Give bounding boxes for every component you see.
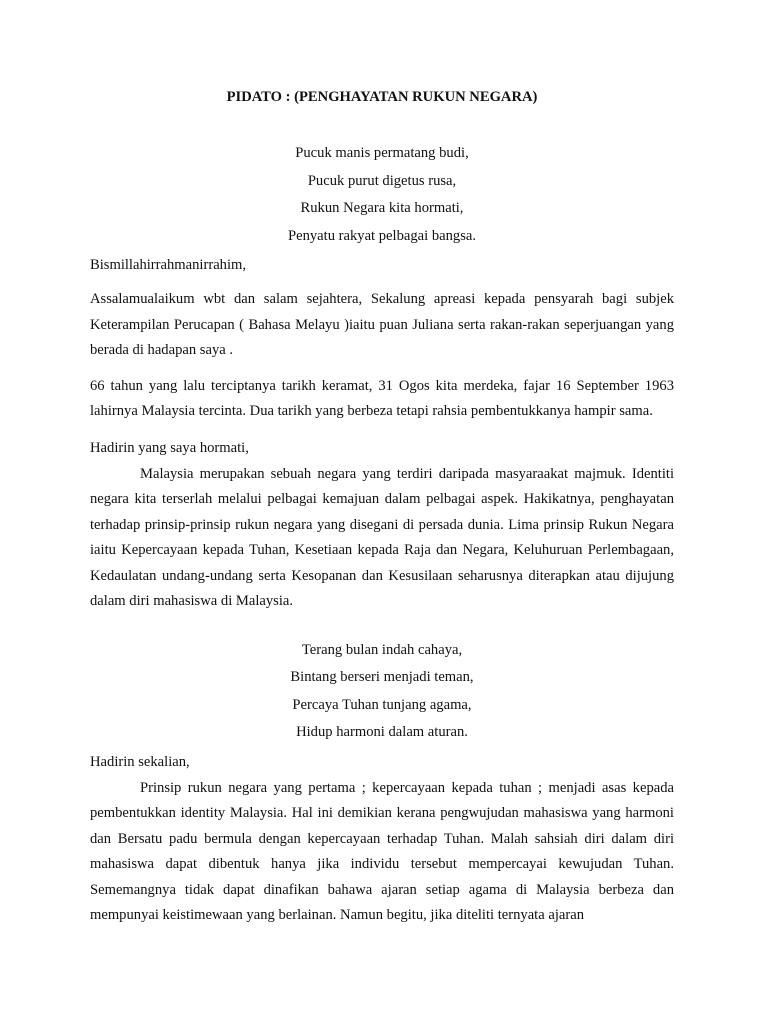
document-title: PIDATO : (PENGHAYATAN RUKUN NEGARA) bbox=[226, 89, 538, 105]
pantun-line: Pucuk purut digetus rusa, bbox=[307, 172, 457, 189]
greeting-paragraph: Assalamualaikum wbt dan salam sejahtera, Sekalung apreasi kepada pensyarah bagi subjek Keterampilan Perucapan ( Bahasa Melayu )iaitu puan Juliana serta rakan-rakan seperjuangan yang berada di hadapan saya . bbox=[90, 291, 674, 358]
pantun-verse-1 bbox=[90, 140, 674, 250]
salutation-2: Hadirin sekalian, bbox=[90, 753, 190, 770]
pantun-line: Bintang berseri menjadi teman, bbox=[290, 669, 474, 685]
opening-line: Bismillahirrahmanirrahim, bbox=[90, 257, 247, 273]
pantun-line: Hidup harmoni dalam aturan. bbox=[296, 724, 468, 740]
history-paragraph: 66 tahun yang lalu terciptanya tarikh keramat, 31 Ogos kita merdeka, fajar 16 September 1963 lahirnya Malaysia tercinta. Dua tarikh yang berbeza tetapi rahsia pembentukkanya hampir sama. bbox=[90, 377, 674, 419]
principles-paragraph: Malaysia merupakan sebuah negara yang terdiri daripada masyaraakat majmuk. Identiti negara kita terserlah melalui pelbagai kemajuan dalam pelbagai aspek. Hakikatnya, penghayatan terhadap prinsip-prinsip rukun negara yang disegani di persada dunia. Lima prinsip Rukun Negara iaitu Kepercayaan kepada Tuhan, Kesetiaan kepada Raja dan Negara, Keluhuruan Perlembagaan, Kedaulatan undang-undang serta Kesopanan dan Kesusilaan seharusnya diterapkan atau dijujung dalam diri mahasiswa di Malaysia. bbox=[90, 465, 674, 609]
pantun-line: Pucuk manis permatang budi, bbox=[295, 145, 469, 161]
pantun-verse-2 bbox=[90, 637, 674, 747]
pantun-line: Terang bulan indah cahaya, bbox=[301, 641, 463, 658]
pantun-line: Penyatu rakyat pelbagai bangsa. bbox=[287, 227, 477, 244]
first-principle-paragraph: Prinsip rukun negara yang pertama ; kepercayaan kepada tuhan ; menjadi asas kepada pembentukkan identity Malaysia. Hal ini demikian kerana pengwujudan mahasiswa yang harmoni dan Bersatu padu bermula dengan kepercayaan terhadap Tuhan. Malah sahsiah diri dalam diri mahasiswa dapat dibentuk hanya jika individu tersebut mempercayai kewujudan Tuhan. Sememangnya tidak dapat dinafikan bahawa ajaran setiap agama di Malaysia berbeza dan mempunyai keistimewaan yang berlainan. Namun begitu, jika diteliti ternyata ajaran bbox=[90, 779, 674, 923]
salutation-1: Hadirin yang saya hormati, bbox=[90, 439, 249, 456]
pantun-line: Percaya Tuhan tunjang agama, bbox=[292, 696, 472, 713]
pantun-line: Rukun Negara kita hormati, bbox=[300, 200, 464, 216]
document-page bbox=[90, 86, 674, 929]
